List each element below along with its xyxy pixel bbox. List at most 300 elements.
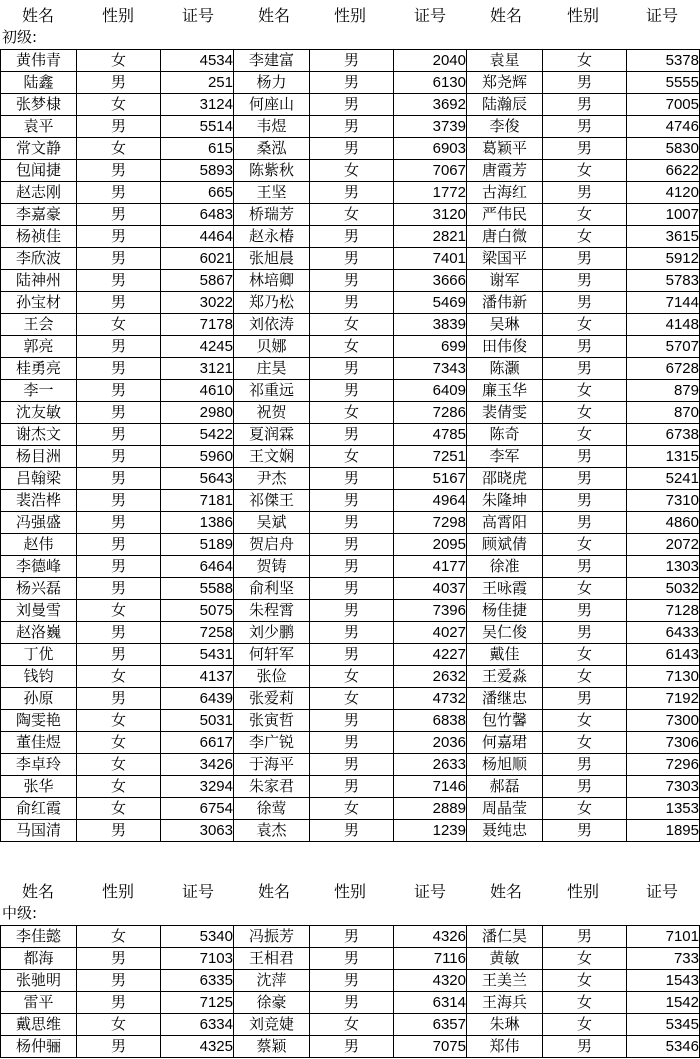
id-cell: 7300 — [627, 710, 700, 732]
gender-cell: 男 — [310, 512, 394, 534]
gender-cell: 男 — [543, 336, 627, 358]
table-row — [1, 94, 700, 116]
name-cell: 聂纯忠 — [467, 820, 543, 842]
table-row — [1, 490, 700, 512]
id-cell: 5189 — [161, 534, 234, 556]
gender-cell: 女 — [543, 798, 627, 820]
name-cell: 俞红霞 — [1, 798, 77, 820]
id-cell: 1239 — [394, 820, 467, 842]
name-cell: 董佳煜 — [1, 732, 77, 754]
id-cell: 7103 — [161, 948, 234, 970]
name-cell: 赵永椿 — [234, 226, 310, 248]
gender-cell: 男 — [77, 336, 161, 358]
id-cell: 6143 — [627, 644, 700, 666]
name-cell: 桥瑞芳 — [234, 204, 310, 226]
gender-cell: 男 — [310, 50, 394, 72]
id-cell: 6357 — [394, 1014, 467, 1036]
table-row — [1, 50, 700, 72]
column-header-row — [0, 0, 700, 28]
gender-cell: 男 — [77, 226, 161, 248]
name-cell: 钱钧 — [1, 666, 77, 688]
level-label: 中级: — [2, 904, 38, 922]
name-cell: 唐白微 — [467, 226, 543, 248]
name-cell: 贝娜 — [234, 336, 310, 358]
name-cell: 王会 — [1, 314, 77, 336]
name-cell: 王咏霞 — [467, 578, 543, 600]
gender-cell: 男 — [77, 358, 161, 380]
gender-cell: 女 — [77, 94, 161, 116]
gender-cell: 女 — [310, 666, 394, 688]
gender-cell: 男 — [310, 292, 394, 314]
header-id: 证号 — [645, 6, 678, 25]
name-cell: 顾斌倩 — [467, 534, 543, 556]
name-cell: 桑泓 — [234, 138, 310, 160]
name-cell: 祁傑王 — [234, 490, 310, 512]
id-cell: 5346 — [627, 1036, 700, 1058]
name-cell: 马国清 — [1, 820, 77, 842]
gender-cell: 男 — [543, 820, 627, 842]
id-cell: 4534 — [161, 50, 234, 72]
name-cell: 祝贺 — [234, 402, 310, 424]
table-row — [1, 424, 700, 446]
gender-cell: 男 — [77, 182, 161, 204]
gender-cell: 男 — [77, 116, 161, 138]
name-cell: 刘曼雪 — [1, 600, 77, 622]
table-row — [1, 926, 700, 948]
id-cell: 1353 — [627, 798, 700, 820]
id-cell: 7067 — [394, 160, 467, 182]
id-cell: 7192 — [627, 688, 700, 710]
name-cell: 严伟民 — [467, 204, 543, 226]
name-cell: 王坚 — [234, 182, 310, 204]
id-cell: 1772 — [394, 182, 467, 204]
table-row — [1, 578, 700, 600]
id-cell: 2889 — [394, 798, 467, 820]
gender-cell: 女 — [543, 204, 627, 226]
name-cell: 裴倩雯 — [467, 402, 543, 424]
name-cell: 谢军 — [467, 270, 543, 292]
gender-cell: 男 — [77, 578, 161, 600]
id-cell: 5031 — [161, 710, 234, 732]
gender-cell: 男 — [310, 270, 394, 292]
name-cell: 郑乃松 — [234, 292, 310, 314]
gender-cell: 女 — [543, 666, 627, 688]
id-cell: 3022 — [161, 292, 234, 314]
roster-table — [0, 49, 700, 842]
table-row — [1, 534, 700, 556]
name-cell: 潘继忠 — [467, 688, 543, 710]
gender-cell: 男 — [543, 182, 627, 204]
id-cell: 7075 — [394, 1036, 467, 1058]
gender-cell: 女 — [77, 798, 161, 820]
table-row — [1, 138, 700, 160]
name-cell: 袁平 — [1, 116, 77, 138]
header-gender: 性别 — [566, 882, 599, 901]
gender-cell: 男 — [310, 710, 394, 732]
name-cell: 孙原 — [1, 688, 77, 710]
gender-cell: 女 — [543, 160, 627, 182]
gender-cell: 女 — [77, 666, 161, 688]
id-cell: 5830 — [627, 138, 700, 160]
gender-cell: 男 — [310, 138, 394, 160]
gender-cell: 女 — [543, 314, 627, 336]
name-cell: 袁星 — [467, 50, 543, 72]
gender-cell: 男 — [310, 72, 394, 94]
name-cell: 李一 — [1, 380, 77, 402]
gender-cell: 男 — [310, 578, 394, 600]
gender-cell: 女 — [310, 402, 394, 424]
id-cell: 2040 — [394, 50, 467, 72]
id-cell: 7396 — [394, 600, 467, 622]
name-cell: 唐霞芳 — [467, 160, 543, 182]
name-cell: 杨旭顺 — [467, 754, 543, 776]
name-cell: 梁国平 — [467, 248, 543, 270]
gender-cell: 女 — [310, 446, 394, 468]
name-cell: 郑尧辉 — [467, 72, 543, 94]
name-cell: 包竹馨 — [467, 710, 543, 732]
roster-table — [0, 925, 700, 1058]
name-cell: 田伟俊 — [467, 336, 543, 358]
id-cell: 5422 — [161, 424, 234, 446]
gender-cell: 男 — [310, 644, 394, 666]
name-cell: 李欣波 — [1, 248, 77, 270]
table-row — [1, 358, 700, 380]
gender-cell: 男 — [310, 490, 394, 512]
name-cell: 李佳懿 — [1, 926, 77, 948]
id-cell: 2633 — [394, 754, 467, 776]
name-cell: 张驰明 — [1, 970, 77, 992]
gender-cell: 男 — [543, 754, 627, 776]
id-cell: 4746 — [627, 116, 700, 138]
id-cell: 7144 — [627, 292, 700, 314]
header-id: 证号 — [181, 6, 214, 25]
table-row — [1, 622, 700, 644]
name-cell: 韦煜 — [234, 116, 310, 138]
id-cell: 6334 — [161, 1014, 234, 1036]
gender-cell: 男 — [543, 512, 627, 534]
gender-cell: 男 — [543, 270, 627, 292]
gender-cell: 男 — [543, 468, 627, 490]
header-name: 姓名 — [489, 6, 522, 25]
header-gender: 性别 — [333, 882, 366, 901]
id-cell: 5431 — [161, 644, 234, 666]
id-cell: 6433 — [627, 622, 700, 644]
id-cell: 5867 — [161, 270, 234, 292]
gender-cell: 女 — [543, 226, 627, 248]
gender-cell: 男 — [543, 358, 627, 380]
id-cell: 5893 — [161, 160, 234, 182]
name-cell: 都海 — [1, 948, 77, 970]
table-row — [1, 116, 700, 138]
id-cell: 4137 — [161, 666, 234, 688]
gender-cell: 女 — [77, 926, 161, 948]
column-header-row — [0, 876, 700, 904]
id-cell: 7310 — [627, 490, 700, 512]
gender-cell: 女 — [77, 138, 161, 160]
table-row — [1, 820, 700, 842]
name-cell: 周晶莹 — [467, 798, 543, 820]
table-row — [1, 160, 700, 182]
id-cell: 6439 — [161, 688, 234, 710]
name-cell: 包闻捷 — [1, 160, 77, 182]
id-cell: 7116 — [394, 948, 467, 970]
id-cell: 5912 — [627, 248, 700, 270]
table-row — [1, 1014, 700, 1036]
name-cell: 陆神州 — [1, 270, 77, 292]
gender-cell: 男 — [77, 490, 161, 512]
gender-cell: 女 — [543, 534, 627, 556]
gender-cell: 男 — [310, 380, 394, 402]
header-id: 证号 — [413, 882, 446, 901]
name-cell: 古海红 — [467, 182, 543, 204]
table-row — [1, 182, 700, 204]
id-cell: 7296 — [627, 754, 700, 776]
id-cell: 4027 — [394, 622, 467, 644]
name-cell: 吕翰梁 — [1, 468, 77, 490]
name-cell: 邵晓虎 — [467, 468, 543, 490]
id-cell: 6335 — [161, 970, 234, 992]
header-gender: 性别 — [566, 6, 599, 25]
gender-cell: 女 — [310, 688, 394, 710]
id-cell: 5555 — [627, 72, 700, 94]
id-cell: 4464 — [161, 226, 234, 248]
gender-cell: 男 — [77, 1036, 161, 1058]
table-row — [1, 72, 700, 94]
header-name: 姓名 — [257, 6, 290, 25]
name-cell: 潘仁昊 — [467, 926, 543, 948]
id-cell: 5378 — [627, 50, 700, 72]
gender-cell: 男 — [310, 970, 394, 992]
gender-cell: 女 — [77, 710, 161, 732]
header-id: 证号 — [181, 882, 214, 901]
id-cell: 3666 — [394, 270, 467, 292]
name-cell: 刘依涛 — [234, 314, 310, 336]
id-cell: 3615 — [627, 226, 700, 248]
name-cell: 常文静 — [1, 138, 77, 160]
id-cell: 4120 — [627, 182, 700, 204]
gender-cell: 男 — [543, 1036, 627, 1058]
gender-cell: 男 — [77, 820, 161, 842]
id-cell: 665 — [161, 182, 234, 204]
gender-cell: 女 — [543, 710, 627, 732]
header-gender: 性别 — [101, 882, 134, 901]
table-row — [1, 226, 700, 248]
table-row — [1, 732, 700, 754]
gender-cell: 男 — [543, 72, 627, 94]
name-cell: 李嘉豪 — [1, 204, 77, 226]
name-cell: 冯振芳 — [234, 926, 310, 948]
id-cell: 5345 — [627, 1014, 700, 1036]
id-cell: 4964 — [394, 490, 467, 512]
name-cell: 蔡颖 — [234, 1036, 310, 1058]
gender-cell: 男 — [310, 1036, 394, 1058]
id-cell: 2821 — [394, 226, 467, 248]
id-cell: 1386 — [161, 512, 234, 534]
table-row — [1, 204, 700, 226]
name-cell: 尹杰 — [234, 468, 310, 490]
name-cell: 王爱淼 — [467, 666, 543, 688]
id-cell: 4227 — [394, 644, 467, 666]
id-cell: 3839 — [394, 314, 467, 336]
gender-cell: 女 — [310, 314, 394, 336]
id-cell: 7130 — [627, 666, 700, 688]
name-cell: 谢杰文 — [1, 424, 77, 446]
table-row — [1, 688, 700, 710]
table-row — [1, 754, 700, 776]
header-name: 姓名 — [489, 882, 522, 901]
id-cell: 5075 — [161, 600, 234, 622]
id-cell: 1895 — [627, 820, 700, 842]
name-cell: 祁重远 — [234, 380, 310, 402]
table-row — [1, 710, 700, 732]
name-cell: 赵志刚 — [1, 182, 77, 204]
gender-cell: 男 — [543, 94, 627, 116]
id-cell: 6130 — [394, 72, 467, 94]
name-cell: 杨祯佳 — [1, 226, 77, 248]
id-cell: 3739 — [394, 116, 467, 138]
name-cell: 张俭 — [234, 666, 310, 688]
id-cell: 5960 — [161, 446, 234, 468]
name-cell: 黄敏 — [467, 948, 543, 970]
gender-cell: 男 — [310, 248, 394, 270]
gender-cell: 男 — [77, 970, 161, 992]
gender-cell: 男 — [543, 248, 627, 270]
gender-cell: 男 — [310, 820, 394, 842]
id-cell: 4326 — [394, 926, 467, 948]
gender-cell: 女 — [77, 50, 161, 72]
id-cell: 870 — [627, 402, 700, 424]
id-cell: 5707 — [627, 336, 700, 358]
gender-cell: 男 — [543, 556, 627, 578]
gender-cell: 女 — [543, 732, 627, 754]
name-cell: 李德峰 — [1, 556, 77, 578]
gender-cell: 男 — [310, 600, 394, 622]
gender-cell: 男 — [77, 512, 161, 534]
id-cell: 5032 — [627, 578, 700, 600]
gender-cell: 女 — [310, 160, 394, 182]
gender-cell: 女 — [310, 798, 394, 820]
id-cell: 4148 — [627, 314, 700, 336]
gender-cell: 男 — [310, 358, 394, 380]
id-cell: 699 — [394, 336, 467, 358]
gender-cell: 男 — [310, 622, 394, 644]
gender-cell: 男 — [77, 688, 161, 710]
name-cell: 张梦棣 — [1, 94, 77, 116]
id-cell: 7101 — [627, 926, 700, 948]
id-cell: 7343 — [394, 358, 467, 380]
name-cell: 廉玉华 — [467, 380, 543, 402]
id-cell: 7306 — [627, 732, 700, 754]
name-cell: 陈灏 — [467, 358, 543, 380]
header-gender: 性别 — [333, 6, 366, 25]
id-cell: 6021 — [161, 248, 234, 270]
id-cell: 879 — [627, 380, 700, 402]
gender-cell: 男 — [77, 992, 161, 1014]
id-cell: 4037 — [394, 578, 467, 600]
name-cell: 郑伟 — [467, 1036, 543, 1058]
id-cell: 2036 — [394, 732, 467, 754]
id-cell: 5588 — [161, 578, 234, 600]
name-cell: 赵伟 — [1, 534, 77, 556]
id-cell: 7146 — [394, 776, 467, 798]
gender-cell: 男 — [77, 204, 161, 226]
table-row — [1, 948, 700, 970]
name-cell: 林培卿 — [234, 270, 310, 292]
name-cell: 王美兰 — [467, 970, 543, 992]
name-cell: 郭亮 — [1, 336, 77, 358]
table-row — [1, 970, 700, 992]
id-cell: 5643 — [161, 468, 234, 490]
table-row — [1, 512, 700, 534]
gender-cell: 男 — [310, 424, 394, 446]
gender-cell: 男 — [77, 644, 161, 666]
header-id: 证号 — [413, 6, 446, 25]
table-row — [1, 798, 700, 820]
name-cell: 王相君 — [234, 948, 310, 970]
name-cell: 丁优 — [1, 644, 77, 666]
name-cell: 王海兵 — [467, 992, 543, 1014]
name-cell: 夏润霖 — [234, 424, 310, 446]
name-cell: 潘伟新 — [467, 292, 543, 314]
gender-cell: 男 — [77, 468, 161, 490]
name-cell: 吴斌 — [234, 512, 310, 534]
id-cell: 6838 — [394, 710, 467, 732]
table-row — [1, 556, 700, 578]
name-cell: 王文娴 — [234, 446, 310, 468]
gender-cell: 男 — [77, 534, 161, 556]
name-cell: 张华 — [1, 776, 77, 798]
table-row — [1, 992, 700, 1014]
name-cell: 黄伟青 — [1, 50, 77, 72]
header-name: 姓名 — [21, 882, 54, 901]
name-cell: 张寅哲 — [234, 710, 310, 732]
name-cell: 陈奇 — [467, 424, 543, 446]
gender-cell: 女 — [543, 1014, 627, 1036]
name-cell: 杨兴磊 — [1, 578, 77, 600]
id-cell: 6464 — [161, 556, 234, 578]
table-row — [1, 1036, 700, 1058]
id-cell: 7303 — [627, 776, 700, 798]
gender-cell: 男 — [310, 116, 394, 138]
gender-cell: 男 — [543, 292, 627, 314]
name-cell: 于海平 — [234, 754, 310, 776]
gender-cell: 男 — [77, 948, 161, 970]
gender-cell: 女 — [543, 50, 627, 72]
id-cell: 3120 — [394, 204, 467, 226]
gender-cell: 男 — [77, 622, 161, 644]
gender-cell: 男 — [310, 94, 394, 116]
id-cell: 2980 — [161, 402, 234, 424]
name-cell: 李卓玲 — [1, 754, 77, 776]
id-cell: 1007 — [627, 204, 700, 226]
name-cell: 陶雯艳 — [1, 710, 77, 732]
name-cell: 杨目洲 — [1, 446, 77, 468]
gender-cell: 女 — [77, 776, 161, 798]
id-cell: 6409 — [394, 380, 467, 402]
id-cell: 251 — [161, 72, 234, 94]
id-cell: 2095 — [394, 534, 467, 556]
gender-cell: 男 — [543, 926, 627, 948]
id-cell: 1303 — [627, 556, 700, 578]
id-cell: 1315 — [627, 446, 700, 468]
name-cell: 陆鑫 — [1, 72, 77, 94]
id-cell: 6738 — [627, 424, 700, 446]
name-cell: 刘少鹏 — [234, 622, 310, 644]
name-cell: 徐豪 — [234, 992, 310, 1014]
name-cell: 张爱莉 — [234, 688, 310, 710]
id-cell: 3063 — [161, 820, 234, 842]
name-cell: 张旭晨 — [234, 248, 310, 270]
